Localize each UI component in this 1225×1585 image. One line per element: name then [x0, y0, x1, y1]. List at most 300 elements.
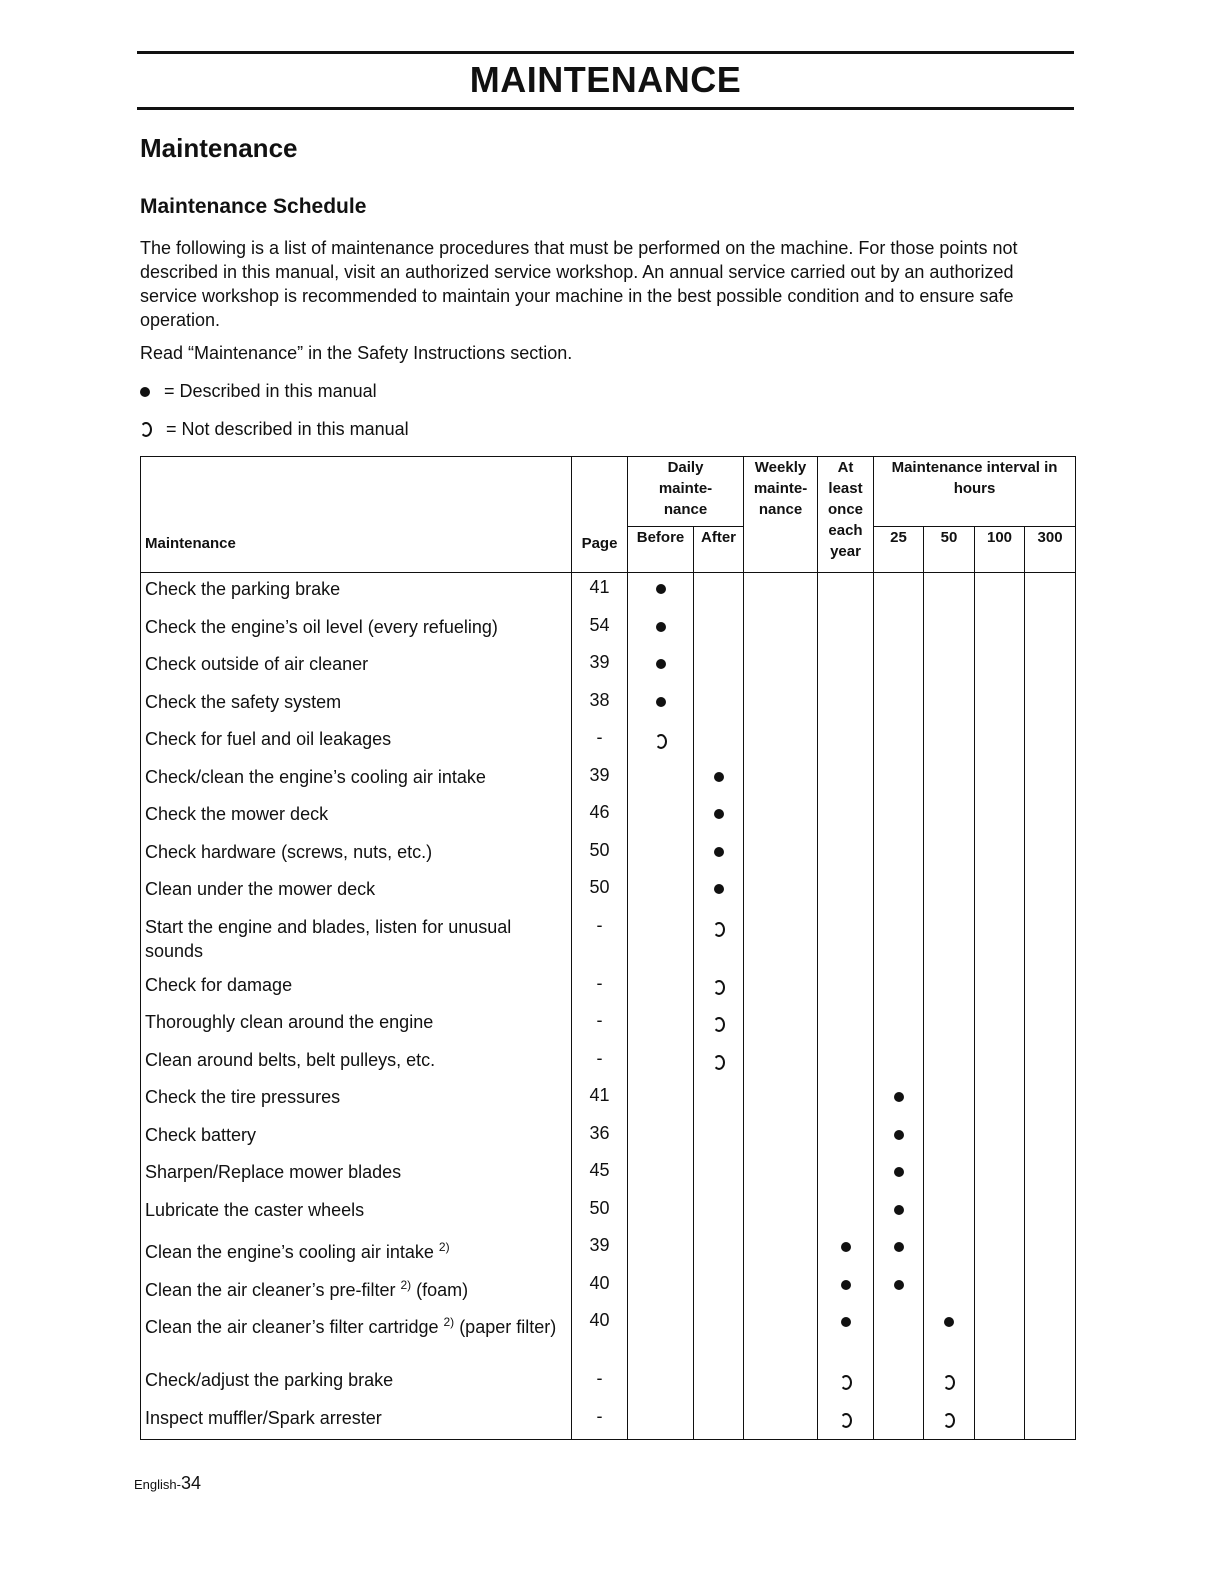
mark-cell-before [628, 1306, 694, 1364]
mark-cell-weekly [744, 611, 818, 649]
mark-cell-h50 [924, 911, 975, 969]
table-row [141, 686, 1076, 724]
mark-cell-h50 [924, 1269, 975, 1307]
legend-described-label: = Described in this manual [164, 381, 377, 401]
mark-cell-after [694, 1081, 744, 1119]
mark-cell-h100 [975, 1119, 1025, 1157]
header-rule-bottom [137, 107, 1074, 110]
mark-cell-h50 [924, 1156, 975, 1194]
mark-cell-yearly [818, 873, 874, 911]
mark-cell-weekly [744, 1006, 818, 1044]
task-cell [141, 1402, 572, 1440]
mark-cell-before [628, 611, 694, 649]
task-cell [141, 573, 572, 611]
mark-cell-before [628, 873, 694, 911]
footnote-ref: 2) [438, 1240, 450, 1254]
maintenance-schedule-table [140, 456, 1076, 1440]
mark-cell-before [628, 1402, 694, 1440]
mark-cell-h300 [1025, 1402, 1076, 1440]
task-cell [141, 873, 572, 911]
mark-cell-weekly [744, 573, 818, 611]
filled-dot-icon [714, 884, 724, 894]
page-number: 34 [180, 1473, 201, 1493]
mark-cell-before [628, 1364, 694, 1402]
mark-cell-h25 [874, 1231, 924, 1269]
intro-paragraph: The following is a list of maintenance procedures that must be performed on the machine. For those points not described in this manual, visit an authorized service workshop. An annual service carried out by an authorized service workshop is recommended to maintain your machine in the best possible condition and to ensure safe operation. [140, 238, 1018, 330]
open-circle-icon [840, 1375, 852, 1390]
mark-cell-h25 [874, 836, 924, 874]
task-label: Check the mower deck [145, 804, 329, 824]
mark-cell-h300 [1025, 761, 1076, 799]
open-circle-icon [943, 1375, 955, 1390]
mark-cell-h300 [1025, 969, 1076, 1007]
header-h50: 50 [924, 527, 975, 573]
mark-cell-h100 [975, 798, 1025, 836]
page-cell: - [572, 969, 628, 1007]
task-label: Start the engine and blades, listen for unusual sounds [145, 916, 512, 961]
page-cell: 54 [572, 611, 628, 649]
task-cell [141, 1194, 572, 1232]
mark-cell-h100 [975, 723, 1025, 761]
open-circle-icon [655, 734, 667, 749]
mark-cell-h100 [975, 1156, 1025, 1194]
mark-cell-h25 [874, 1006, 924, 1044]
footer-language: English- [134, 1477, 181, 1492]
page-cell: - [572, 1364, 628, 1402]
legend-not-described-label: = Not described in this manual [166, 419, 409, 439]
filled-dot-icon [140, 387, 150, 397]
page-cell: 39 [572, 1231, 628, 1269]
mark-cell-h25 [874, 969, 924, 1007]
mark-cell-before [628, 836, 694, 874]
mark-cell-weekly [744, 1269, 818, 1307]
mark-cell-yearly [818, 1402, 874, 1440]
mark-cell-h100 [975, 761, 1025, 799]
legend-not-described [140, 419, 409, 440]
page-cell: 40 [572, 1269, 628, 1307]
mark-cell-h25 [874, 686, 924, 724]
mark-cell-h100 [975, 1044, 1025, 1082]
schedule-body [141, 573, 1076, 1440]
mark-cell-after [694, 1044, 744, 1082]
task-cell [141, 1006, 572, 1044]
mark-cell-weekly [744, 911, 818, 969]
mark-cell-before [628, 1044, 694, 1082]
header-page: Page [572, 457, 628, 573]
mark-cell-h50 [924, 1231, 975, 1269]
mark-cell-h50 [924, 648, 975, 686]
mark-cell-yearly [818, 1364, 874, 1402]
task-cell [141, 1269, 572, 1307]
mark-cell-before [628, 1194, 694, 1232]
mark-cell-h300 [1025, 1306, 1076, 1364]
task-label: Clean under the mower deck [145, 879, 376, 899]
mark-cell-yearly [818, 1306, 874, 1364]
mark-cell-h50 [924, 798, 975, 836]
mark-cell-after [694, 911, 744, 969]
mark-cell-weekly [744, 1306, 818, 1364]
mark-cell-before [628, 1231, 694, 1269]
mark-cell-h100 [975, 1306, 1025, 1364]
task-cell [141, 1044, 572, 1082]
page-cell: - [572, 1006, 628, 1044]
mark-cell-weekly [744, 836, 818, 874]
task-suffix: (paper filter) [459, 1317, 557, 1337]
mark-cell-weekly [744, 1119, 818, 1157]
filled-dot-icon [841, 1242, 851, 1252]
table-row [141, 1364, 1076, 1402]
header-interval: Maintenance interval in hours [874, 457, 1076, 527]
page-cell: - [572, 911, 628, 969]
mark-cell-yearly [818, 648, 874, 686]
mark-cell-h25 [874, 798, 924, 836]
mark-cell-h50 [924, 1306, 975, 1364]
mark-cell-yearly [818, 1156, 874, 1194]
table-row [141, 1194, 1076, 1232]
filled-dot-icon [714, 847, 724, 857]
header-before: Before [628, 527, 694, 573]
mark-cell-h100 [975, 873, 1025, 911]
mark-cell-before [628, 969, 694, 1007]
task-label: Check the tire pressures [145, 1087, 341, 1107]
footnote-ref: 2) [443, 1315, 455, 1329]
table-row [141, 1006, 1076, 1044]
mark-cell-yearly [818, 686, 874, 724]
mark-cell-h300 [1025, 723, 1076, 761]
mark-cell-after [694, 1231, 744, 1269]
table-row [141, 1044, 1076, 1082]
open-circle-icon [713, 922, 725, 937]
mark-cell-before [628, 573, 694, 611]
filled-dot-icon [841, 1317, 851, 1327]
mark-cell-weekly [744, 723, 818, 761]
mark-cell-h300 [1025, 1194, 1076, 1232]
header-h100: 100 [975, 527, 1025, 573]
mark-cell-weekly [744, 1364, 818, 1402]
open-circle-icon [943, 1413, 955, 1428]
mark-cell-before [628, 798, 694, 836]
filled-dot-icon [894, 1130, 904, 1140]
task-label: Clean around belts, belt pulleys, etc. [145, 1049, 436, 1070]
mark-cell-h50 [924, 1364, 975, 1402]
task-cell [141, 761, 572, 799]
page-cell: 38 [572, 686, 628, 724]
open-circle-icon [713, 1017, 725, 1032]
mark-cell-h50 [924, 761, 975, 799]
page-cell: - [572, 723, 628, 761]
mark-cell-before [628, 1081, 694, 1119]
task-cell [141, 723, 572, 761]
task-cell [141, 1306, 572, 1364]
page-cell: 39 [572, 761, 628, 799]
task-cell [141, 798, 572, 836]
task-label: Inspect muffler/Spark arrester [145, 1407, 382, 1428]
table-row [141, 611, 1076, 649]
filled-dot-icon [944, 1317, 954, 1327]
mark-cell-h300 [1025, 836, 1076, 874]
mark-cell-yearly [818, 611, 874, 649]
mark-cell-after [694, 1364, 744, 1402]
task-label: Check/adjust the parking brake [145, 1370, 394, 1390]
mark-cell-h100 [975, 969, 1025, 1007]
mark-cell-after [694, 1269, 744, 1307]
mark-cell-h100 [975, 611, 1025, 649]
task-cell [141, 1156, 572, 1194]
filled-dot-icon [894, 1205, 904, 1215]
mark-cell-h300 [1025, 1156, 1076, 1194]
mark-cell-h100 [975, 1269, 1025, 1307]
table-row [141, 836, 1076, 874]
mark-cell-h25 [874, 873, 924, 911]
header-h300: 300 [1025, 527, 1076, 573]
subsection-title: Maintenance Schedule [140, 195, 367, 218]
header-maintenance: Maintenance [141, 457, 572, 573]
mark-cell-h100 [975, 1364, 1025, 1402]
mark-cell-h300 [1025, 1269, 1076, 1307]
page-cell: 45 [572, 1156, 628, 1194]
header-yearly: At least once each year [818, 457, 874, 573]
filled-dot-icon [656, 697, 666, 707]
table-row [141, 1306, 1076, 1364]
task-suffix: (foam) [416, 1279, 469, 1300]
mark-cell-h50 [924, 611, 975, 649]
mark-cell-h25 [874, 1269, 924, 1307]
mark-cell-weekly [744, 648, 818, 686]
task-cell [141, 1119, 572, 1157]
mark-cell-weekly [744, 1044, 818, 1082]
mark-cell-yearly [818, 836, 874, 874]
table-row [141, 798, 1076, 836]
table-row [141, 1156, 1076, 1194]
mark-cell-h25 [874, 1119, 924, 1157]
mark-cell-yearly [818, 798, 874, 836]
table-row [141, 1119, 1076, 1157]
mark-cell-after [694, 969, 744, 1007]
mark-cell-h50 [924, 1119, 975, 1157]
mark-cell-before [628, 686, 694, 724]
mark-cell-before [628, 1006, 694, 1044]
mark-cell-weekly [744, 969, 818, 1007]
task-label: Thoroughly clean around the engine [145, 1012, 434, 1032]
page-cell: 40 [572, 1306, 628, 1364]
mark-cell-h50 [924, 1006, 975, 1044]
mark-cell-after [694, 1306, 744, 1364]
mark-cell-h25 [874, 1306, 924, 1364]
mark-cell-h25 [874, 1044, 924, 1082]
mark-cell-after [694, 1119, 744, 1157]
mark-cell-after [694, 761, 744, 799]
mark-cell-before [628, 1119, 694, 1157]
mark-cell-h50 [924, 873, 975, 911]
mark-cell-h300 [1025, 686, 1076, 724]
task-cell [141, 1231, 572, 1269]
mark-cell-h100 [975, 911, 1025, 969]
open-circle-icon [840, 1413, 852, 1428]
mark-cell-h25 [874, 1081, 924, 1119]
mark-cell-h100 [975, 1006, 1025, 1044]
mark-cell-after [694, 611, 744, 649]
mark-cell-h100 [975, 686, 1025, 724]
mark-cell-yearly [818, 969, 874, 1007]
mark-cell-h25 [874, 723, 924, 761]
filled-dot-icon [656, 659, 666, 669]
mark-cell-h50 [924, 723, 975, 761]
mark-cell-weekly [744, 1231, 818, 1269]
task-label: Check/clean the engine’s cooling air intake [145, 766, 486, 787]
task-cell [141, 686, 572, 724]
task-label: Check battery [145, 1124, 257, 1145]
mark-cell-after [694, 836, 744, 874]
header-daily: Daily mainte- nance [628, 457, 744, 527]
mark-cell-after [694, 723, 744, 761]
task-cell [141, 1364, 572, 1402]
table-row [141, 1231, 1076, 1269]
task-cell [141, 836, 572, 874]
table-row [141, 761, 1076, 799]
mark-cell-after [694, 686, 744, 724]
mark-cell-yearly [818, 573, 874, 611]
mark-cell-h50 [924, 1194, 975, 1232]
table-row [141, 873, 1076, 911]
task-cell [141, 611, 572, 649]
mark-cell-h100 [975, 648, 1025, 686]
task-cell [141, 1081, 572, 1119]
open-circle-icon [140, 422, 152, 437]
page-cell: 39 [572, 648, 628, 686]
mark-cell-before [628, 1156, 694, 1194]
mark-cell-weekly [744, 1156, 818, 1194]
page-cell: - [572, 1402, 628, 1440]
mark-cell-h25 [874, 761, 924, 799]
mark-cell-before [628, 723, 694, 761]
mark-cell-after [694, 798, 744, 836]
mark-cell-weekly [744, 873, 818, 911]
filled-dot-icon [894, 1280, 904, 1290]
page-cell: 46 [572, 798, 628, 836]
task-label: Clean the air cleaner’s filter cartridge [145, 1317, 439, 1337]
table-row [141, 1402, 1076, 1440]
header-h25: 25 [874, 527, 924, 573]
mark-cell-h50 [924, 1402, 975, 1440]
table-row [141, 573, 1076, 611]
page-cell: 50 [572, 1194, 628, 1232]
mark-cell-before [628, 648, 694, 686]
task-label: Sharpen/Replace mower blades [145, 1162, 402, 1182]
table-row [141, 723, 1076, 761]
filled-dot-icon [894, 1242, 904, 1252]
mark-cell-h25 [874, 911, 924, 969]
mark-cell-h25 [874, 1156, 924, 1194]
task-label: Check the safety system [145, 691, 342, 712]
task-label: Check for damage [145, 974, 293, 995]
mark-cell-h50 [924, 573, 975, 611]
mark-cell-h100 [975, 573, 1025, 611]
mark-cell-yearly [818, 1231, 874, 1269]
header-rule-top [137, 51, 1074, 54]
mark-cell-h300 [1025, 1044, 1076, 1082]
mark-cell-after [694, 1156, 744, 1194]
task-label: Check outside of air cleaner [145, 654, 369, 674]
mark-cell-h300 [1025, 798, 1076, 836]
filled-dot-icon [894, 1167, 904, 1177]
filled-dot-icon [656, 622, 666, 632]
table-row [141, 1269, 1076, 1307]
mark-cell-before [628, 761, 694, 799]
mark-cell-weekly [744, 686, 818, 724]
mark-cell-yearly [818, 1006, 874, 1044]
mark-cell-h50 [924, 836, 975, 874]
filled-dot-icon [841, 1280, 851, 1290]
legend-described [140, 381, 377, 402]
mark-cell-before [628, 1269, 694, 1307]
mark-cell-h100 [975, 1231, 1025, 1269]
table-row [141, 969, 1076, 1007]
table-row [141, 1081, 1076, 1119]
mark-cell-yearly [818, 1269, 874, 1307]
header-weekly: Weekly mainte- nance [744, 457, 818, 573]
mark-cell-h100 [975, 1194, 1025, 1232]
mark-cell-after [694, 1006, 744, 1044]
footnote-ref: 2) [400, 1277, 412, 1292]
table-row [141, 648, 1076, 686]
task-label: Lubricate the caster wheels [145, 1199, 365, 1220]
mark-cell-weekly [744, 1194, 818, 1232]
mark-cell-h25 [874, 611, 924, 649]
page-title: MAINTENANCE [469, 59, 742, 100]
page-footer [134, 1473, 201, 1494]
filled-dot-icon [894, 1092, 904, 1102]
mark-cell-weekly [744, 761, 818, 799]
mark-cell-h25 [874, 1402, 924, 1440]
mark-cell-h300 [1025, 611, 1076, 649]
page-cell: 36 [572, 1119, 628, 1157]
mark-cell-h50 [924, 969, 975, 1007]
mark-cell-h100 [975, 1402, 1025, 1440]
mark-cell-h100 [975, 836, 1025, 874]
mark-cell-yearly [818, 1119, 874, 1157]
mark-cell-after [694, 573, 744, 611]
page-cell: 50 [572, 873, 628, 911]
table-row [141, 911, 1076, 969]
page-cell: 41 [572, 1081, 628, 1119]
mark-cell-h300 [1025, 873, 1076, 911]
mark-cell-h100 [975, 1081, 1025, 1119]
mark-cell-yearly [818, 1081, 874, 1119]
mark-cell-h300 [1025, 1081, 1076, 1119]
mark-cell-h300 [1025, 911, 1076, 969]
mark-cell-after [694, 648, 744, 686]
read-note: Read “Maintenance” in the Safety Instructions section. [140, 343, 573, 363]
task-label: Check for fuel and oil leakages [145, 729, 392, 749]
mark-cell-h300 [1025, 1231, 1076, 1269]
mark-cell-yearly [818, 723, 874, 761]
mark-cell-h300 [1025, 1006, 1076, 1044]
mark-cell-h25 [874, 1194, 924, 1232]
mark-cell-yearly [818, 1044, 874, 1082]
mark-cell-h300 [1025, 648, 1076, 686]
mark-cell-h300 [1025, 1119, 1076, 1157]
page-cell: 41 [572, 573, 628, 611]
filled-dot-icon [714, 772, 724, 782]
task-cell [141, 969, 572, 1007]
filled-dot-icon [656, 584, 666, 594]
task-label: Check the parking brake [145, 579, 341, 599]
mark-cell-after [694, 1402, 744, 1440]
open-circle-icon [713, 1055, 725, 1070]
task-cell [141, 911, 572, 969]
section-title: Maintenance [140, 133, 298, 163]
mark-cell-h300 [1025, 573, 1076, 611]
